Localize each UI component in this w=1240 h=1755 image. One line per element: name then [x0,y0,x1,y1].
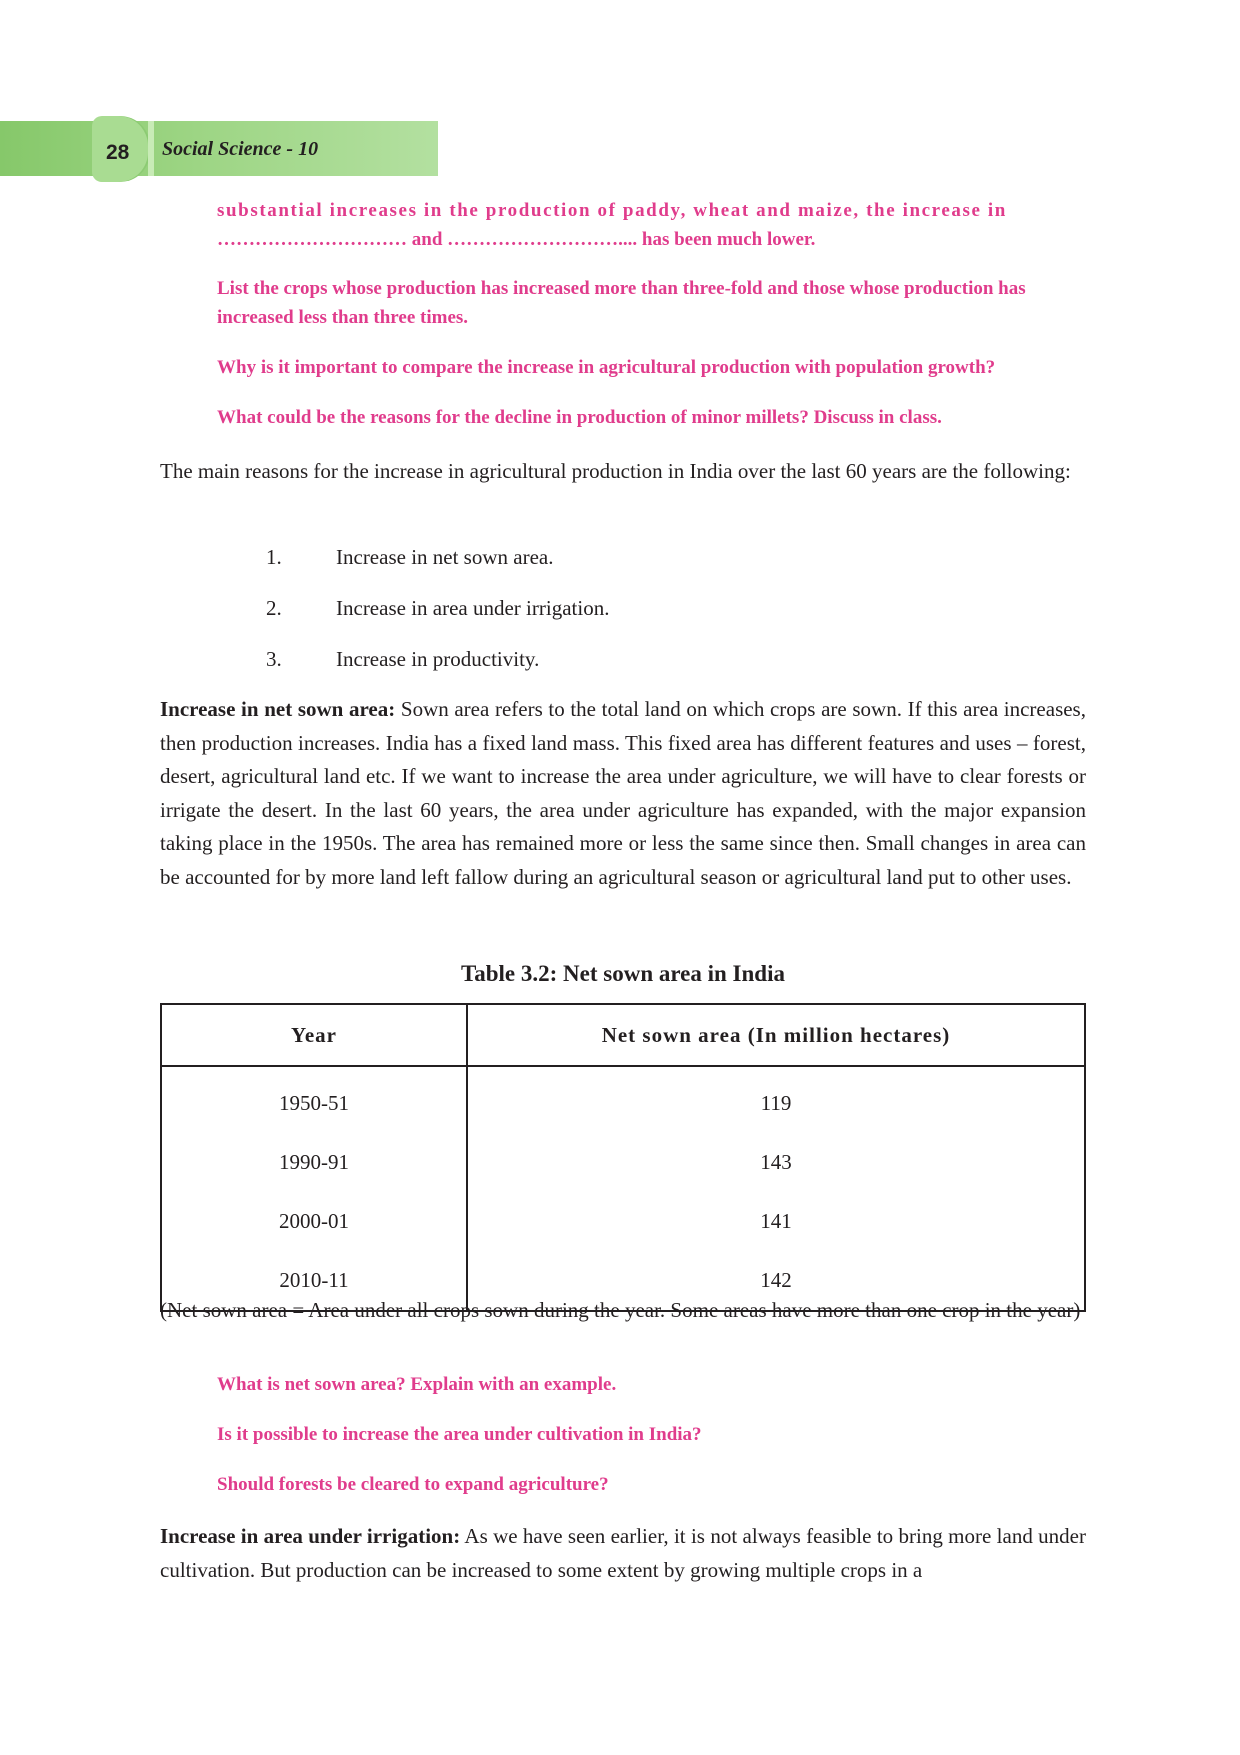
table-header-row [161,1004,1085,1066]
column-header-area: Net sown area (In million hectares) [467,1004,1085,1066]
section-heading: Increase in area under irrigation: [160,1524,461,1548]
table-row [161,1133,1085,1192]
cell-area: 141 [760,1209,792,1233]
cell-area: 143 [760,1150,792,1174]
list-text: Increase in area under irrigation. [336,596,610,620]
section-heading: Increase in net sown area: [160,697,396,721]
list-number: 3. [266,647,282,671]
list-item [266,596,966,647]
activity-fill-blank-line1: substantial increases in the production of paddy, wheat and maize, the increase in [217,200,1007,221]
list-text: Increase in productivity. [336,647,540,671]
activity-question-millets: What could be the reasons for the decline in production of minor millets? Discuss in class. [217,407,942,428]
table-row [161,1066,1085,1133]
book-title: Social Science - 10 [162,138,319,160]
table-title: Table 3.2: Net sown area in India [461,961,785,986]
cell-area: 119 [760,1091,792,1115]
reasons-list [266,545,966,698]
irrigation-paragraph [160,1520,1086,1587]
paragraph-text: Sown area refers to the total land on which crops are sown. If this area increases, then production increases. India has a fixed land mass. This fixed area has different features and uses – forest, desert, agricultural land etc. If we want to increase the area under agriculture, we will have to clear forests or irrigate the desert. In the last 60 years, the area under agriculture has expanded, with the major expansion taking place in the 1950s. The area has remained more or less the same since then. Small changes in area can be accounted for by more land left fallow during an agricultural season or agricultural land put to other uses. [160,697,1086,889]
activity-question-population: Why is it important to compare the increase in agricultural production with population growth? [217,357,996,378]
activity-question-crops: List the crops whose production has increased more than three-fold and those whose production has increased less than three times. [217,278,1026,328]
activity-question-net-sown: What is net sown area? Explain with an example. [217,1374,617,1395]
cell-year: 1950-51 [161,1066,467,1133]
activity-question-cultivation: Is it possible to increase the area under cultivation in India? [217,1424,702,1445]
page-number: 28 [106,141,130,164]
net-sown-area-table [160,1003,1086,1312]
column-header-year: Year [161,1004,467,1066]
list-text: Increase in net sown area. [336,545,554,569]
cell-year: 1990-91 [161,1133,467,1192]
activity-fill-blank-line2: ………………………… and ……………………….... has been much lower. [217,229,816,250]
table-note: (Net sown area = Area under all crops sown during the year. Some areas have more than one crop in the year) [160,1298,1081,1322]
activity-question-forests: Should forests be cleared to expand agriculture? [217,1474,609,1495]
list-item [266,647,966,698]
list-item [266,545,966,596]
net-sown-area-paragraph [160,693,1086,894]
cell-year: 2000-01 [161,1192,467,1251]
list-number: 1. [266,545,282,569]
list-number: 2. [266,596,282,620]
header-divider [148,121,154,176]
cell-area: 142 [760,1268,792,1292]
cell-year: 2010-11 [161,1251,467,1311]
paragraph-text: As we have seen earlier, it is not always feasible to bring more land under cultivation. But production can be increased to some extent by growing multiple crops in a [160,1524,1086,1582]
intro-paragraph: The main reasons for the increase in agricultural production in India over the last 60 years are the following: [160,459,1071,483]
table-row [161,1192,1085,1251]
